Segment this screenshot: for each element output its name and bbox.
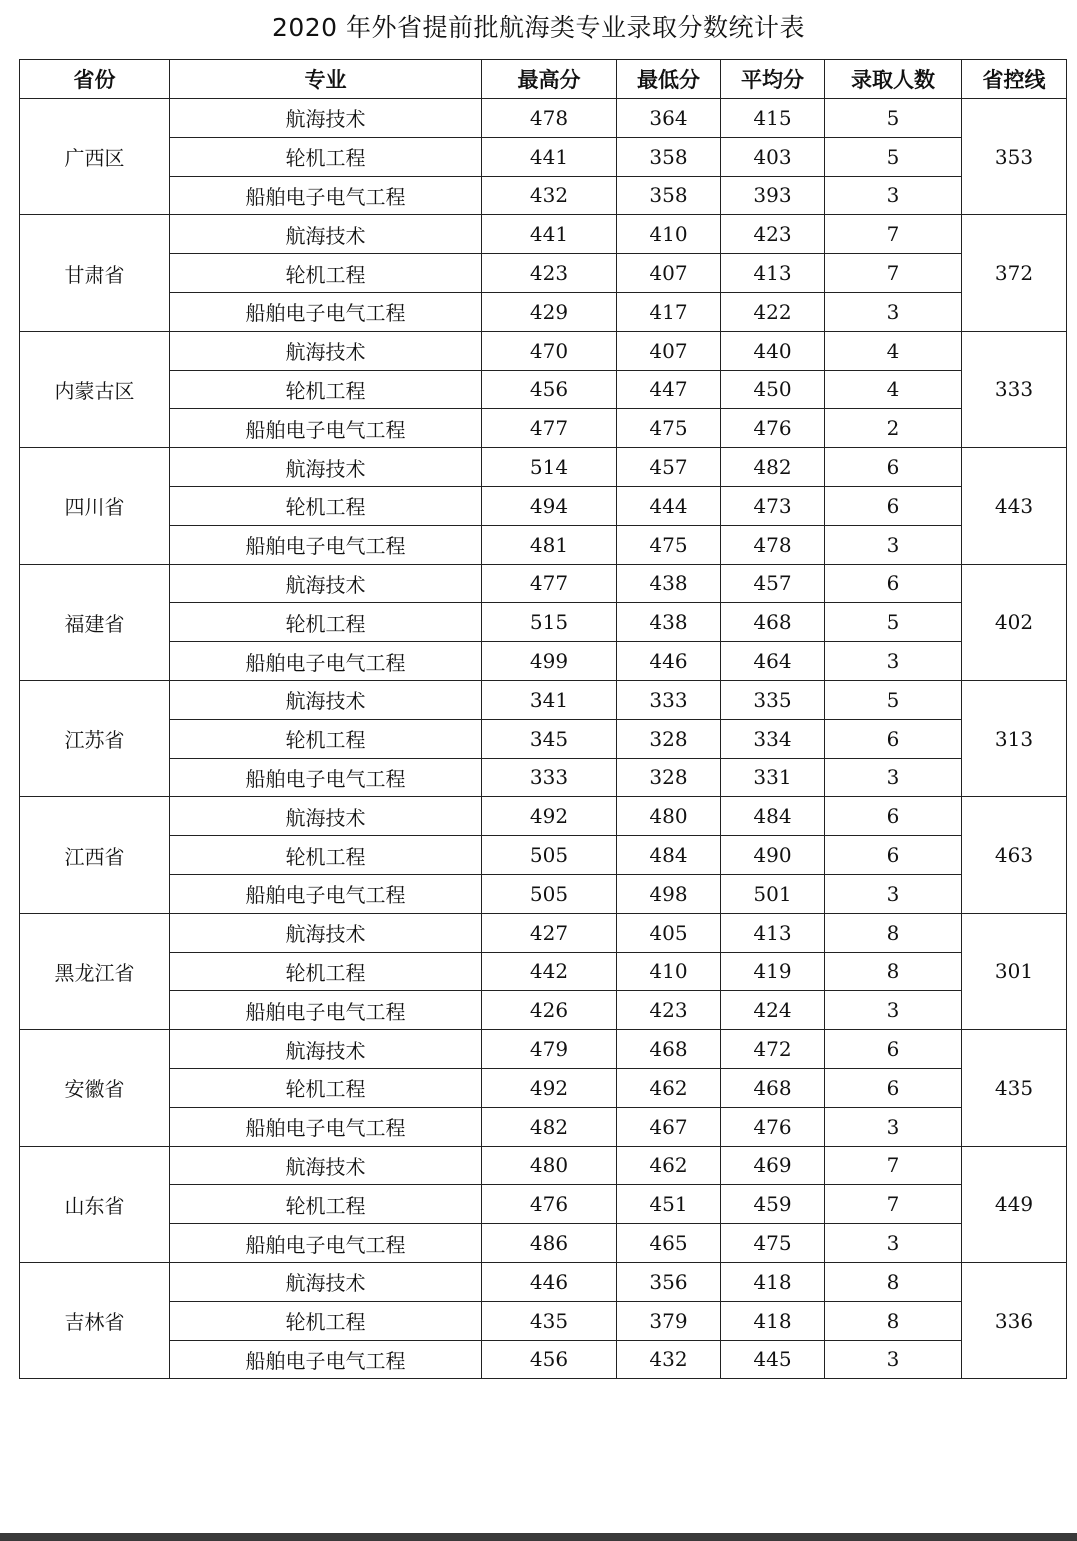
major-cell: 航海技术 — [170, 797, 482, 836]
min-score-cell: 484 — [617, 836, 721, 875]
max-score-cell: 479 — [482, 1030, 617, 1069]
table-row — [20, 913, 1067, 952]
header-min-score: 最低分 — [617, 60, 721, 99]
province-cell: 山东省 — [20, 1146, 170, 1262]
table-row — [20, 1301, 1067, 1340]
major-cell: 轮机工程 — [170, 486, 482, 525]
max-score-cell: 442 — [482, 952, 617, 991]
admitted-count-cell: 6 — [825, 1030, 962, 1069]
min-score-cell: 480 — [617, 797, 721, 836]
major-cell: 船舶电子电气工程 — [170, 292, 482, 331]
min-score-cell: 356 — [617, 1262, 721, 1301]
header-avg-score: 平均分 — [721, 60, 825, 99]
avg-score-cell: 331 — [721, 758, 825, 797]
max-score-cell: 482 — [482, 1107, 617, 1146]
province-cell: 内蒙古区 — [20, 331, 170, 447]
admitted-count-cell: 3 — [825, 874, 962, 913]
min-score-cell: 465 — [617, 1224, 721, 1263]
avg-score-cell: 478 — [721, 525, 825, 564]
table-row — [20, 215, 1067, 254]
avg-score-cell: 445 — [721, 1340, 825, 1379]
min-score-cell: 410 — [617, 952, 721, 991]
bottom-scroll-bar — [0, 1533, 1077, 1541]
admitted-count-cell: 3 — [825, 1224, 962, 1263]
header-major: 专业 — [170, 60, 482, 99]
control-line-cell: 443 — [962, 448, 1067, 564]
table-row — [20, 603, 1067, 642]
table-row — [20, 680, 1067, 719]
table-body — [20, 99, 1067, 1379]
table-row — [20, 448, 1067, 487]
avg-score-cell: 418 — [721, 1301, 825, 1340]
table-row — [20, 254, 1067, 293]
control-line-cell: 313 — [962, 680, 1067, 796]
admitted-count-cell: 8 — [825, 952, 962, 991]
admitted-count-cell: 7 — [825, 215, 962, 254]
table-row — [20, 564, 1067, 603]
avg-score-cell: 440 — [721, 331, 825, 370]
major-cell: 船舶电子电气工程 — [170, 1224, 482, 1263]
major-cell: 船舶电子电气工程 — [170, 409, 482, 448]
min-score-cell: 447 — [617, 370, 721, 409]
avg-score-cell: 468 — [721, 1068, 825, 1107]
avg-score-cell: 424 — [721, 991, 825, 1030]
min-score-cell: 444 — [617, 486, 721, 525]
max-score-cell: 470 — [482, 331, 617, 370]
table-row — [20, 525, 1067, 564]
major-cell: 轮机工程 — [170, 836, 482, 875]
max-score-cell: 441 — [482, 137, 617, 176]
avg-score-cell: 413 — [721, 254, 825, 293]
province-cell: 福建省 — [20, 564, 170, 680]
avg-score-cell: 419 — [721, 952, 825, 991]
min-score-cell: 379 — [617, 1301, 721, 1340]
table-row — [20, 370, 1067, 409]
major-cell: 船舶电子电气工程 — [170, 874, 482, 913]
control-line-cell: 435 — [962, 1030, 1067, 1146]
min-score-cell: 462 — [617, 1146, 721, 1185]
min-score-cell: 432 — [617, 1340, 721, 1379]
table-row — [20, 1068, 1067, 1107]
table-row — [20, 409, 1067, 448]
min-score-cell: 410 — [617, 215, 721, 254]
min-score-cell: 328 — [617, 758, 721, 797]
province-cell: 黑龙江省 — [20, 913, 170, 1029]
table-row — [20, 1146, 1067, 1185]
avg-score-cell: 393 — [721, 176, 825, 215]
max-score-cell: 432 — [482, 176, 617, 215]
admitted-count-cell: 5 — [825, 137, 962, 176]
avg-score-cell: 468 — [721, 603, 825, 642]
min-score-cell: 358 — [617, 137, 721, 176]
min-score-cell: 423 — [617, 991, 721, 1030]
min-score-cell: 468 — [617, 1030, 721, 1069]
avg-score-cell: 422 — [721, 292, 825, 331]
avg-score-cell: 459 — [721, 1185, 825, 1224]
major-cell: 船舶电子电气工程 — [170, 642, 482, 681]
major-cell: 航海技术 — [170, 1262, 482, 1301]
max-score-cell: 481 — [482, 525, 617, 564]
major-cell: 船舶电子电气工程 — [170, 1107, 482, 1146]
control-line-cell: 402 — [962, 564, 1067, 680]
min-score-cell: 475 — [617, 525, 721, 564]
table-row — [20, 642, 1067, 681]
min-score-cell: 475 — [617, 409, 721, 448]
avg-score-cell: 476 — [721, 1107, 825, 1146]
max-score-cell: 456 — [482, 1340, 617, 1379]
avg-score-cell: 423 — [721, 215, 825, 254]
table-row — [20, 176, 1067, 215]
max-score-cell: 515 — [482, 603, 617, 642]
major-cell: 轮机工程 — [170, 719, 482, 758]
major-cell: 轮机工程 — [170, 254, 482, 293]
admission-score-table — [19, 59, 1067, 1379]
admitted-count-cell: 3 — [825, 758, 962, 797]
min-score-cell: 446 — [617, 642, 721, 681]
major-cell: 船舶电子电气工程 — [170, 176, 482, 215]
min-score-cell: 438 — [617, 564, 721, 603]
table-row — [20, 1262, 1067, 1301]
table-header-row — [20, 60, 1067, 99]
avg-score-cell: 418 — [721, 1262, 825, 1301]
max-score-cell: 341 — [482, 680, 617, 719]
major-cell: 航海技术 — [170, 680, 482, 719]
admitted-count-cell: 6 — [825, 1068, 962, 1107]
min-score-cell: 407 — [617, 254, 721, 293]
max-score-cell: 478 — [482, 99, 617, 138]
control-line-cell: 333 — [962, 331, 1067, 447]
header-control-line: 省控线 — [962, 60, 1067, 99]
avg-score-cell: 450 — [721, 370, 825, 409]
major-cell: 轮机工程 — [170, 952, 482, 991]
admitted-count-cell: 8 — [825, 1301, 962, 1340]
major-cell: 航海技术 — [170, 564, 482, 603]
province-cell: 安徽省 — [20, 1030, 170, 1146]
major-cell: 航海技术 — [170, 331, 482, 370]
control-line-cell: 336 — [962, 1262, 1067, 1378]
table-row — [20, 952, 1067, 991]
major-cell: 船舶电子电气工程 — [170, 1340, 482, 1379]
major-cell: 轮机工程 — [170, 603, 482, 642]
max-score-cell: 429 — [482, 292, 617, 331]
avg-score-cell: 403 — [721, 137, 825, 176]
min-score-cell: 467 — [617, 1107, 721, 1146]
table-row — [20, 758, 1067, 797]
table-row — [20, 874, 1067, 913]
admitted-count-cell: 6 — [825, 486, 962, 525]
header-admitted-count: 录取人数 — [825, 60, 962, 99]
avg-score-cell: 335 — [721, 680, 825, 719]
major-cell: 轮机工程 — [170, 1185, 482, 1224]
major-cell: 航海技术 — [170, 1146, 482, 1185]
max-score-cell: 499 — [482, 642, 617, 681]
max-score-cell: 476 — [482, 1185, 617, 1224]
avg-score-cell: 472 — [721, 1030, 825, 1069]
admitted-count-cell: 6 — [825, 797, 962, 836]
admitted-count-cell: 2 — [825, 409, 962, 448]
control-line-cell: 301 — [962, 913, 1067, 1029]
avg-score-cell: 413 — [721, 913, 825, 952]
max-score-cell: 345 — [482, 719, 617, 758]
admitted-count-cell: 4 — [825, 331, 962, 370]
major-cell: 轮机工程 — [170, 370, 482, 409]
table-row — [20, 137, 1067, 176]
max-score-cell: 505 — [482, 874, 617, 913]
max-score-cell: 514 — [482, 448, 617, 487]
max-score-cell: 441 — [482, 215, 617, 254]
table-row — [20, 719, 1067, 758]
avg-score-cell: 415 — [721, 99, 825, 138]
admitted-count-cell: 3 — [825, 1340, 962, 1379]
avg-score-cell: 464 — [721, 642, 825, 681]
max-score-cell: 486 — [482, 1224, 617, 1263]
major-cell: 航海技术 — [170, 99, 482, 138]
max-score-cell: 423 — [482, 254, 617, 293]
admitted-count-cell: 5 — [825, 680, 962, 719]
avg-score-cell: 475 — [721, 1224, 825, 1263]
major-cell: 航海技术 — [170, 215, 482, 254]
max-score-cell: 427 — [482, 913, 617, 952]
major-cell: 轮机工程 — [170, 1068, 482, 1107]
header-province: 省份 — [20, 60, 170, 99]
admitted-count-cell: 8 — [825, 913, 962, 952]
admitted-count-cell: 3 — [825, 176, 962, 215]
table-row — [20, 292, 1067, 331]
major-cell: 航海技术 — [170, 448, 482, 487]
province-cell: 甘肃省 — [20, 215, 170, 331]
major-cell: 航海技术 — [170, 1030, 482, 1069]
max-score-cell: 477 — [482, 409, 617, 448]
admitted-count-cell: 3 — [825, 642, 962, 681]
table-row — [20, 486, 1067, 525]
max-score-cell: 505 — [482, 836, 617, 875]
table-row — [20, 1224, 1067, 1263]
major-cell: 船舶电子电气工程 — [170, 758, 482, 797]
control-line-cell: 463 — [962, 797, 1067, 913]
max-score-cell: 492 — [482, 797, 617, 836]
max-score-cell: 494 — [482, 486, 617, 525]
table-row — [20, 1107, 1067, 1146]
avg-score-cell: 476 — [721, 409, 825, 448]
control-line-cell: 353 — [962, 99, 1067, 215]
avg-score-cell: 473 — [721, 486, 825, 525]
admitted-count-cell: 3 — [825, 991, 962, 1030]
admitted-count-cell: 6 — [825, 448, 962, 487]
table-row — [20, 99, 1067, 138]
admitted-count-cell: 8 — [825, 1262, 962, 1301]
max-score-cell: 492 — [482, 1068, 617, 1107]
province-cell: 江西省 — [20, 797, 170, 913]
major-cell: 船舶电子电气工程 — [170, 991, 482, 1030]
min-score-cell: 364 — [617, 99, 721, 138]
min-score-cell: 438 — [617, 603, 721, 642]
major-cell: 航海技术 — [170, 913, 482, 952]
min-score-cell: 462 — [617, 1068, 721, 1107]
control-line-cell: 449 — [962, 1146, 1067, 1262]
admitted-count-cell: 6 — [825, 836, 962, 875]
table-row — [20, 331, 1067, 370]
avg-score-cell: 334 — [721, 719, 825, 758]
min-score-cell: 328 — [617, 719, 721, 758]
admitted-count-cell: 7 — [825, 254, 962, 293]
admitted-count-cell: 5 — [825, 603, 962, 642]
min-score-cell: 457 — [617, 448, 721, 487]
province-cell: 四川省 — [20, 448, 170, 564]
province-cell: 江苏省 — [20, 680, 170, 796]
table-row — [20, 836, 1067, 875]
avg-score-cell: 469 — [721, 1146, 825, 1185]
max-score-cell: 435 — [482, 1301, 617, 1340]
admitted-count-cell: 3 — [825, 525, 962, 564]
min-score-cell: 498 — [617, 874, 721, 913]
admitted-count-cell: 3 — [825, 292, 962, 331]
min-score-cell: 333 — [617, 680, 721, 719]
min-score-cell: 451 — [617, 1185, 721, 1224]
admitted-count-cell: 4 — [825, 370, 962, 409]
avg-score-cell: 501 — [721, 874, 825, 913]
avg-score-cell: 484 — [721, 797, 825, 836]
max-score-cell: 446 — [482, 1262, 617, 1301]
province-cell: 吉林省 — [20, 1262, 170, 1378]
min-score-cell: 407 — [617, 331, 721, 370]
province-cell: 广西区 — [20, 99, 170, 215]
max-score-cell: 480 — [482, 1146, 617, 1185]
max-score-cell: 456 — [482, 370, 617, 409]
min-score-cell: 405 — [617, 913, 721, 952]
table-row — [20, 991, 1067, 1030]
min-score-cell: 417 — [617, 292, 721, 331]
min-score-cell: 358 — [617, 176, 721, 215]
admitted-count-cell: 6 — [825, 564, 962, 603]
admitted-count-cell: 3 — [825, 1107, 962, 1146]
admitted-count-cell: 7 — [825, 1185, 962, 1224]
major-cell: 轮机工程 — [170, 1301, 482, 1340]
max-score-cell: 333 — [482, 758, 617, 797]
table-row — [20, 1340, 1067, 1379]
control-line-cell: 372 — [962, 215, 1067, 331]
major-cell: 轮机工程 — [170, 137, 482, 176]
header-max-score: 最高分 — [482, 60, 617, 99]
avg-score-cell: 457 — [721, 564, 825, 603]
admitted-count-cell: 6 — [825, 719, 962, 758]
admitted-count-cell: 5 — [825, 99, 962, 138]
max-score-cell: 426 — [482, 991, 617, 1030]
major-cell: 船舶电子电气工程 — [170, 525, 482, 564]
admitted-count-cell: 7 — [825, 1146, 962, 1185]
table-row — [20, 1030, 1067, 1069]
avg-score-cell: 482 — [721, 448, 825, 487]
table-row — [20, 797, 1067, 836]
table-row — [20, 1185, 1067, 1224]
max-score-cell: 477 — [482, 564, 617, 603]
document-title: 2020 年外省提前批航海类专业录取分数统计表 — [271, 13, 806, 42]
avg-score-cell: 490 — [721, 836, 825, 875]
